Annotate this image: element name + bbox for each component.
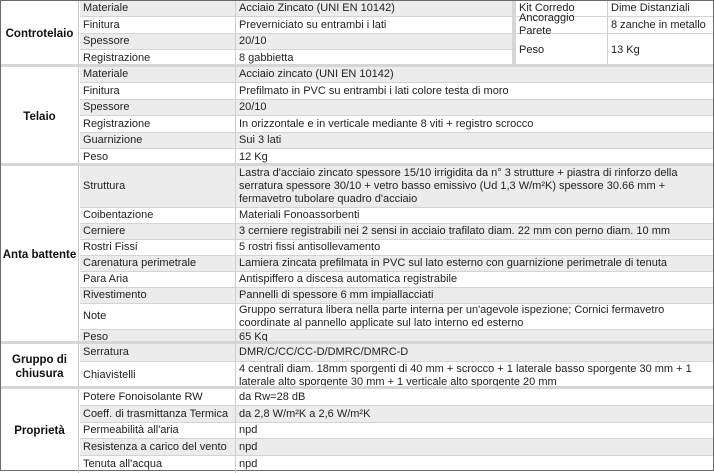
row-value: 20/10 [239,101,267,113]
row-label: Materiale [80,67,236,82]
row-label: Finitura [80,17,236,33]
table-row [80,256,713,272]
table-row [80,224,713,240]
row-value: Lastra d'acciaio zincato spessore 15/10 irrigidita da n° 3 strutture + piastra di rinforzo della serratura spessore 30/10 + vetro basso emissivo (Ud 1,3 W/m²K) spessore 30.66 mm + fermavetro tubolare quadro d'acciaio [239,167,678,205]
row-value: da Rw=28 dB [239,390,306,403]
side-value: 13 Kg [611,44,640,56]
table-row [80,67,713,83]
table-row [80,100,713,116]
row-value: Sui 3 lati [239,134,282,146]
row-label: Rivestimento [80,288,236,303]
row-value: 3 cerniere registrabili nei 2 sensi in acciaio trafilato diam. 22 mm con perno diam. 10 mm [239,225,671,237]
row-value: da 2,8 W/m²K a 2,6 W/m²K [239,407,371,420]
section-title: Anta battente [1,166,79,344]
row-value: Gruppo serratura libera nella parte interna per un'agevole ispezione; Cornici fermavetro coordinate al pannello applicate sul lato interno ed esterno [239,303,665,329]
row-label: Registrazione [80,50,236,67]
row-value: In orizzontale e in verticale mediante 8 viti + registro scrocco [239,117,534,130]
section-title: Telaio [1,67,79,166]
section-controtelaio [1,1,713,67]
row-label: Registrazione [80,116,236,132]
table-row [80,288,713,304]
table-row [80,456,713,473]
row-label: Coeff. di trasmittanza Termica [80,406,236,422]
section-gruppo-chiusura [1,341,713,389]
table-row [80,389,713,406]
table-row [80,406,713,423]
row-value: Acciaio Zincato (UNI EN 10142) [239,2,395,14]
row-label: Materiale [80,1,236,16]
row-value: 65 Kg [239,330,268,343]
row-value: Preverniciato su entrambi i lati [239,18,387,31]
side-value: 8 zanche in metallo [608,17,713,34]
row-value: npd [239,440,258,453]
section-proprieta [1,386,713,470]
side-label: Kit Corredo [516,1,608,17]
section-anta-battente [1,163,713,344]
table-row [80,116,713,133]
row-value: 5 rostri fissi antisollevamento [239,241,381,253]
row-value: Antispiffero a discesa automatica registrabile [239,273,458,285]
row-label: Spessore [80,34,236,49]
row-value: Acciaio zincato (UNI EN 10142) [239,68,394,80]
table-row [80,208,713,224]
row-label: Tenuta all'acqua [80,456,236,473]
row-value: 12 Kg [239,151,268,163]
table-row [80,344,713,362]
table-row [80,166,713,208]
row-label: Peso [80,330,236,344]
row-label: Para Aria [80,272,236,287]
row-value: Materiali Fonoassorbenti [239,209,360,221]
row-label: Cerniere [80,224,236,239]
row-label: Finitura [80,83,236,99]
row-label: Carenatura perimetrale [80,256,236,271]
row-value: 8 gabbietta [239,52,294,64]
row-label: Serratura [80,344,236,361]
table-row [80,439,713,456]
table-row [80,272,713,288]
row-label: Coibentazione [80,208,236,223]
row-value: npd [239,458,258,470]
table-row [80,1,512,17]
row-value: DMR/C/CC/CC-D/DMRC/DMRC-D [239,346,409,358]
row-label: Permeabilità all'aria [80,423,236,438]
table-row [80,34,512,50]
row-value: npd [239,424,258,436]
row-label: Note [80,304,236,329]
section-title: Proprietà [1,389,79,473]
row-label: Guarnizione [80,133,236,148]
table-row [80,362,713,389]
section-title: Controtelaio [1,1,79,67]
table-row [80,240,713,256]
row-label: Resistenza a carico del vento [80,439,236,455]
side-label: Ancoraggio Parete [516,17,608,34]
table-row [80,83,713,100]
row-value: 4 centrali diam. 18mm sporgenti di 40 mm + scrocco + 1 laterale basso sporgente 30 mm + 1 laterale alto sporgente 30 mm + 1 verticale alto sporgente 20 mm [239,362,692,388]
row-label: Potere Fonoisolante RW [80,389,236,405]
section-telaio [1,64,713,166]
table-row [80,17,512,34]
table-row [80,133,713,149]
row-value: Pannelli di spessore 6 mm impiallacciati [239,289,434,301]
row-label: Rostri Fissi [80,240,236,255]
row-label: Spessore [80,100,236,115]
row-value: Prefilmato in PVC su entrambi i lati colore testa di moro [239,84,509,97]
side-value: Dime Distanziali [608,1,713,17]
section-title: Gruppo di chiusura [1,344,79,389]
row-label: Struttura [80,166,236,207]
row-value: Lamiera zincata prefilmata in PVC sul lato esterno con guarnizione perimetrale di tenuta [239,257,668,269]
table-row [80,423,713,439]
table-row [80,304,713,330]
side-label: Peso [516,34,608,67]
row-label: Chiavistelli [80,362,236,389]
row-label: Peso [80,149,236,166]
row-value: 20/10 [239,35,267,47]
